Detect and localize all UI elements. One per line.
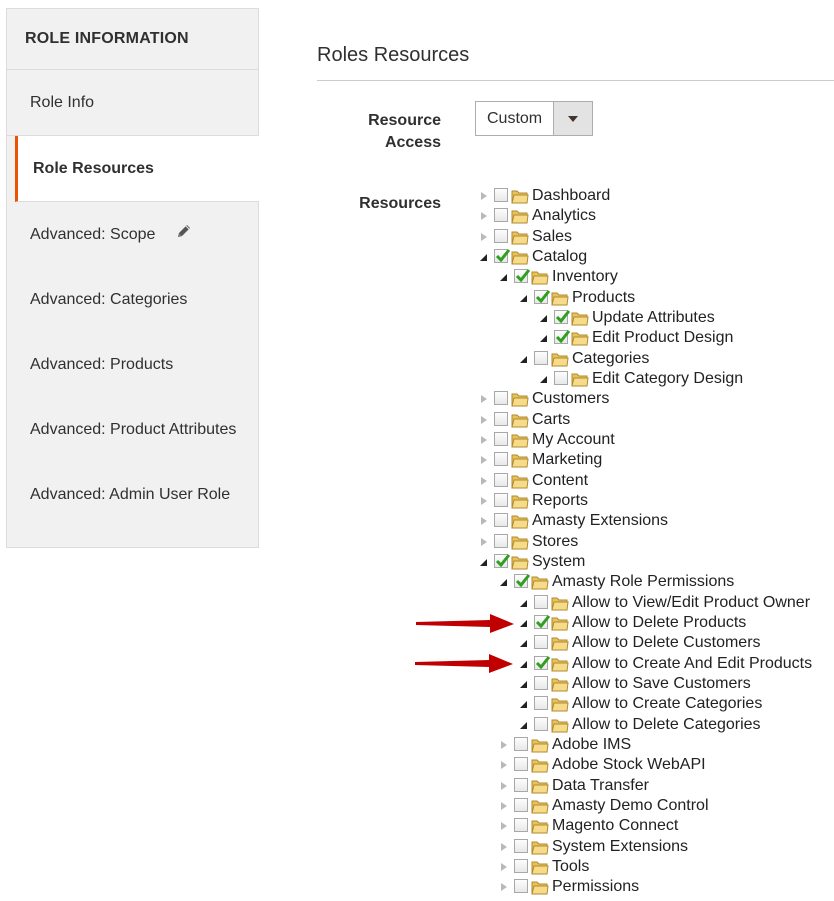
resource-checkbox[interactable]: [514, 757, 528, 771]
tree-node-label[interactable]: Inventory: [552, 268, 618, 285]
resource-checkbox[interactable]: [494, 391, 508, 405]
collapsed-toggle-icon[interactable]: [481, 212, 487, 220]
dropdown-button[interactable]: [553, 102, 592, 135]
folder-icon: [511, 208, 529, 230]
sidebar-item-role-resources[interactable]: Role Resources: [15, 136, 259, 202]
folder-icon: [511, 188, 529, 210]
folder-icon: [531, 879, 549, 901]
resource-checkbox[interactable]: [514, 798, 528, 812]
folder-icon: [511, 473, 529, 495]
expanded-toggle-icon[interactable]: [540, 376, 547, 383]
expanded-toggle-icon[interactable]: [520, 640, 527, 647]
resource-checkbox[interactable]: [514, 818, 528, 832]
collapsed-toggle-icon[interactable]: [481, 497, 487, 505]
resource-checkbox[interactable]: [494, 208, 508, 222]
tree-node-label[interactable]: Stores: [532, 533, 579, 550]
collapsed-toggle-icon[interactable]: [501, 883, 507, 891]
resource-access-value: Custom: [487, 110, 543, 127]
resource-checkbox[interactable]: [494, 249, 508, 263]
expanded-toggle-icon[interactable]: [480, 254, 487, 261]
resource-checkbox[interactable]: [514, 574, 528, 588]
folder-icon: [511, 229, 529, 251]
page-title: Roles Resources: [317, 44, 470, 66]
resource-checkbox[interactable]: [534, 351, 548, 365]
tree-node-label[interactable]: Update Attributes: [592, 309, 715, 326]
collapsed-toggle-icon[interactable]: [501, 843, 507, 851]
resource-checkbox[interactable]: [514, 778, 528, 792]
resource-checkbox[interactable]: [534, 615, 548, 629]
folder-icon: [551, 656, 569, 678]
resource-checkbox[interactable]: [514, 879, 528, 893]
tree-node-label[interactable]: System Extensions: [552, 838, 689, 855]
resource-checkbox[interactable]: [494, 412, 508, 426]
red-arrow-icon: [413, 653, 515, 675]
folder-icon: [551, 696, 569, 718]
tree-node-label[interactable]: Allow to Delete Categories: [572, 716, 761, 733]
folder-icon: [551, 351, 569, 373]
role-information-sidebar: [6, 8, 259, 548]
tree-node-label[interactable]: Customers: [532, 390, 610, 407]
folder-icon: [551, 635, 569, 657]
folder-icon: [531, 574, 549, 596]
folder-icon: [511, 412, 529, 434]
resource-checkbox[interactable]: [534, 635, 548, 649]
resource-checkbox[interactable]: [494, 229, 508, 243]
tree-node-label[interactable]: Dashboard: [532, 187, 611, 204]
tree-node-label[interactable]: Products: [572, 289, 636, 306]
sidebar-item-advanced-admin-user-role[interactable]: Advanced: Admin User Role: [30, 486, 231, 503]
tree-node-label[interactable]: System: [532, 553, 586, 570]
resource-access-label: Resource Access: [368, 112, 441, 151]
expanded-toggle-icon[interactable]: [520, 681, 527, 688]
tree-node-label[interactable]: Tools: [552, 858, 590, 875]
folder-icon: [511, 513, 529, 535]
tree-node-label[interactable]: Analytics: [532, 207, 597, 224]
tree-node-label[interactable]: Allow to Delete Products: [572, 614, 747, 631]
folder-icon: [511, 432, 529, 454]
expanded-toggle-icon[interactable]: [520, 356, 527, 363]
sidebar-item-label: Advanced: Scope: [30, 226, 156, 243]
tree-node-label[interactable]: Carts: [532, 411, 571, 428]
expanded-toggle-icon[interactable]: [540, 315, 547, 322]
collapsed-toggle-icon[interactable]: [481, 192, 487, 200]
tree-node-label[interactable]: Allow to Save Customers: [572, 675, 751, 692]
resource-checkbox[interactable]: [534, 717, 548, 731]
collapsed-toggle-icon[interactable]: [501, 863, 507, 871]
resource-checkbox[interactable]: [494, 473, 508, 487]
sidebar-item-advanced-categories[interactable]: Advanced: Categories: [30, 291, 188, 308]
folder-icon: [511, 391, 529, 413]
tree-node-label[interactable]: Adobe IMS: [552, 736, 632, 753]
collapsed-toggle-icon[interactable]: [501, 761, 507, 769]
resource-checkbox[interactable]: [494, 493, 508, 507]
expanded-toggle-icon[interactable]: [520, 600, 527, 607]
folder-icon: [531, 737, 549, 759]
resource-checkbox[interactable]: [534, 696, 548, 710]
expanded-toggle-icon[interactable]: [500, 274, 507, 281]
folder-icon: [531, 798, 549, 820]
resource-checkbox[interactable]: [494, 513, 508, 527]
expanded-toggle-icon[interactable]: [500, 579, 507, 586]
folder-icon: [531, 859, 549, 881]
tree-node-label[interactable]: Amasty Extensions: [532, 512, 669, 529]
sidebar-item-advanced-scope[interactable]: [7, 202, 258, 267]
title-divider: [317, 80, 834, 81]
resource-checkbox[interactable]: [494, 554, 508, 568]
resource-checkbox[interactable]: [494, 534, 508, 548]
resource-checkbox[interactable]: [534, 595, 548, 609]
tree-node-label[interactable]: Catalog: [532, 248, 588, 265]
resource-checkbox[interactable]: [554, 371, 568, 385]
resource-checkbox[interactable]: [514, 859, 528, 873]
pencil-icon: [176, 202, 192, 267]
folder-icon: [531, 778, 549, 800]
sidebar-title: ROLE INFORMATION: [7, 9, 258, 70]
sidebar-item-advanced-product-attributes[interactable]: Advanced: Product Attributes: [30, 421, 237, 438]
resource-checkbox[interactable]: [534, 656, 548, 670]
expanded-toggle-icon[interactable]: [540, 335, 547, 342]
tree-node-label[interactable]: Categories: [572, 350, 650, 367]
resource-checkbox[interactable]: [494, 452, 508, 466]
folder-icon: [531, 757, 549, 779]
tree-node-label[interactable]: Allow to Delete Customers: [572, 634, 761, 651]
collapsed-toggle-icon[interactable]: [481, 395, 487, 403]
sidebar-item-role-info[interactable]: Role Info: [7, 70, 258, 136]
folder-icon: [551, 595, 569, 617]
collapsed-toggle-icon[interactable]: [481, 416, 487, 424]
chevron-down-icon: [568, 116, 578, 122]
collapsed-toggle-icon[interactable]: [481, 456, 487, 464]
resources-label: Resources: [359, 195, 441, 212]
folder-icon: [511, 452, 529, 474]
folder-icon: [531, 839, 549, 861]
collapsed-toggle-icon[interactable]: [481, 233, 487, 241]
resource-checkbox[interactable]: [554, 310, 568, 324]
folder-icon: [511, 534, 529, 556]
tree-node-label[interactable]: Magento Connect: [552, 817, 679, 834]
expanded-toggle-icon[interactable]: [480, 559, 487, 566]
sidebar-item-advanced-products[interactable]: Advanced: Products: [30, 356, 174, 373]
tree-node-label[interactable]: My Account: [532, 431, 615, 448]
tree-node-label[interactable]: Sales: [532, 228, 573, 245]
resource-checkbox[interactable]: [514, 269, 528, 283]
tree-node-label[interactable]: Allow to Create And Edit Products: [572, 655, 813, 672]
collapsed-toggle-icon[interactable]: [481, 538, 487, 546]
expanded-toggle-icon[interactable]: [520, 701, 527, 708]
resource-checkbox[interactable]: [514, 839, 528, 853]
tree-node-label[interactable]: Allow to Create Categories: [572, 695, 763, 712]
folder-icon: [531, 818, 549, 840]
tree-node-label[interactable]: Content: [532, 472, 589, 489]
folder-icon: [511, 493, 529, 515]
tree-node-label[interactable]: Edit Category Design: [592, 370, 744, 387]
folder-icon: [551, 615, 569, 637]
tree-node-label[interactable]: Data Transfer: [552, 777, 649, 794]
collapsed-toggle-icon[interactable]: [481, 436, 487, 444]
collapsed-toggle-icon[interactable]: [481, 477, 487, 485]
folder-icon: [531, 269, 549, 291]
collapsed-toggle-icon[interactable]: [501, 802, 507, 810]
tree-node-label[interactable]: Reports: [532, 492, 589, 509]
collapsed-toggle-icon[interactable]: [501, 782, 507, 790]
expanded-toggle-icon[interactable]: [520, 722, 527, 729]
resource-checkbox[interactable]: [534, 290, 548, 304]
expanded-toggle-icon[interactable]: [520, 620, 527, 627]
tree-node-label[interactable]: Marketing: [532, 451, 603, 468]
tree-node-label[interactable]: Allow to View/Edit Product Owner: [572, 594, 811, 611]
folder-icon: [551, 676, 569, 698]
expanded-toggle-icon[interactable]: [520, 661, 527, 668]
tree-node-label[interactable]: Permissions: [552, 878, 640, 895]
collapsed-toggle-icon[interactable]: [481, 517, 487, 525]
folder-icon: [571, 310, 589, 332]
tree-node-label[interactable]: Adobe Stock WebAPI: [552, 756, 706, 773]
red-arrow-icon: [414, 613, 516, 635]
resource-checkbox[interactable]: [494, 432, 508, 446]
tree-node-label[interactable]: Amasty Demo Control: [552, 797, 709, 814]
resource-checkbox[interactable]: [534, 676, 548, 690]
collapsed-toggle-icon[interactable]: [501, 822, 507, 830]
resource-checkbox[interactable]: [554, 330, 568, 344]
resource-access-select[interactable]: [475, 101, 593, 136]
resource-checkbox[interactable]: [514, 737, 528, 751]
tree-node-label[interactable]: Edit Product Design: [592, 329, 734, 346]
expanded-toggle-icon[interactable]: [520, 295, 527, 302]
collapsed-toggle-icon[interactable]: [501, 741, 507, 749]
resource-checkbox[interactable]: [494, 188, 508, 202]
tree-node-label[interactable]: Amasty Role Permissions: [552, 573, 735, 590]
